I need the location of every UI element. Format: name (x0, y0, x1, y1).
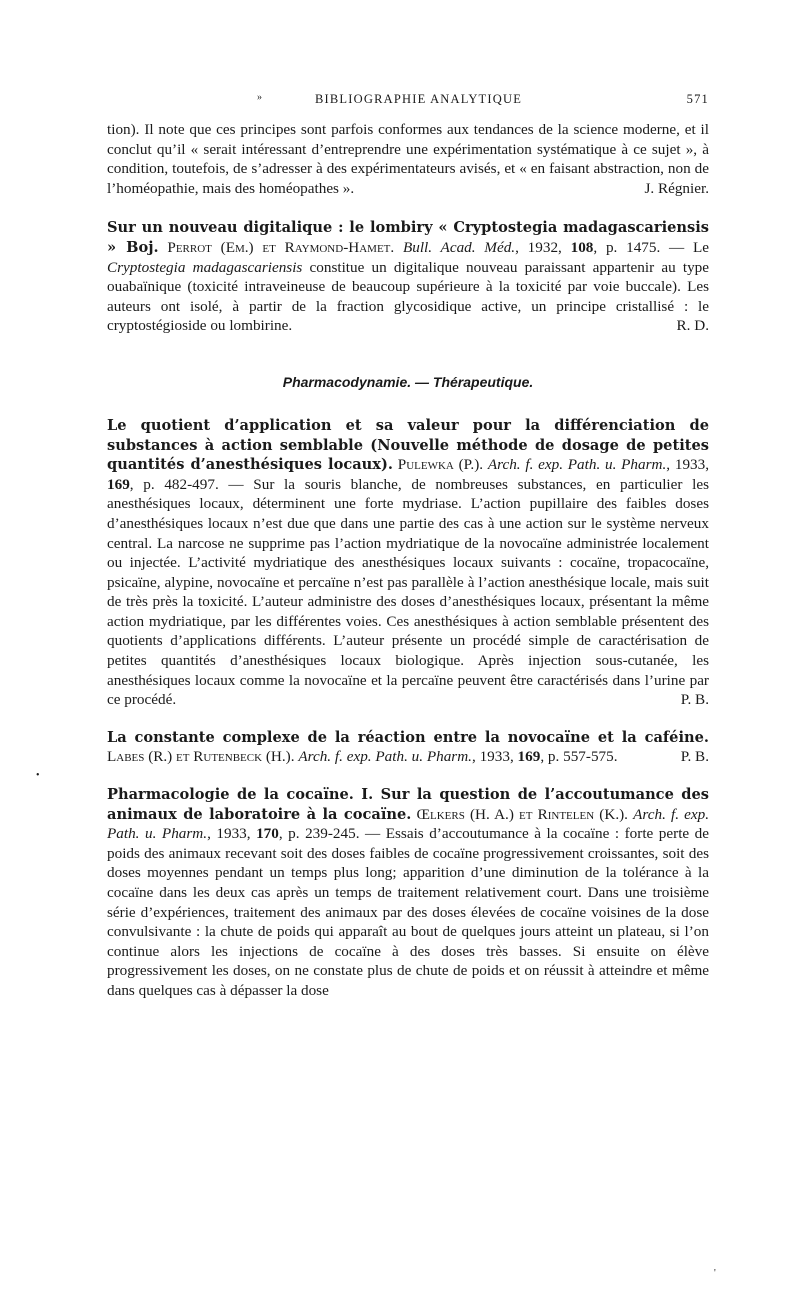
entry-authors: Pulewka (P.). (397, 456, 484, 474)
entry-title: Pharmacologie de la cocaïne. I. Sur la question de l’accoutumance des animaux de laboratoire à la cocaïne. (107, 786, 709, 823)
bibliography-entry (107, 416, 709, 710)
signature: R. D. (676, 317, 709, 335)
entry-text: tion). Il note que ces principes sont parfois conformes aux tendances de la science moderne, et il conclut qu’il « serait intéressant d’entreprendre une expérimentation systématique à ce sujet », à condition, toutefois, de s’adresser à des expérimentateurs avisés, et « en faisant abstraction, non de l’homéopathie, mais des homéopathes ». (107, 121, 709, 197)
pages: , p. 1475. — Le (593, 238, 710, 256)
entry-title: Sur un nouveau digitalique : le lombiry « Cryptostegia madagascariensis » Boj. (107, 219, 709, 256)
signature: J. Régnier. (644, 179, 709, 197)
entry-text: constitue un digitalique nouveau paraissant appartenir au type ouabaïnique (toxicité intraveineuse de beaucoup supérieure à la toxicité par voie buccale). Les auteurs ont isolé, à partir de la fraction glycosidique active, un principe cristallisé : le cryptostégioside ou lombirine. (107, 258, 709, 335)
section-heading: Pharmacodynamie. — Thérapeutique. (282, 373, 534, 390)
latin-name: Cryptostegia madagascariensis (107, 258, 303, 276)
signature: P. B. (680, 748, 709, 766)
year: , 1933, (471, 748, 518, 766)
entry-authors: Perrot (Em.) et Raymond-Hamet. (167, 238, 395, 256)
entry-text: , p. 239-245. — Essais d’accoutumance à la cocaïne : forte perte de poids des animaux recevant soit des doses faibles de cocaïne progressivement croissantes, soit des doses moyennes pendant un temps plus long; apparition d’une diminution de la tolérance à la cocaïne dans les deux cas après un temps de traitement relativement court. Dans une troisième série d’expériences, traitement des animaux par des doses élevées de cocaïne voisines de la dose convulsivante : la chute de poids qui apparaît au bout de quelques jours atteint un plateau, si l’on continue alors les injections de cocaïne à des doses très basses. Si ensuite on élève progressivement les doses, on ne constate plus de chute de poids et on réussit à atteindre et même dans quelques cas à dépasser la dose (107, 825, 710, 999)
entry-authors: Labes (R.) et Rutenbeck (H.). (107, 748, 295, 766)
bibliography-entry (107, 785, 709, 1001)
volume: 169 (517, 748, 541, 766)
entry-title: La constante complexe de la réaction entre la novocaïne et la caféine. (107, 728, 709, 746)
journal-name: Arch. f. exp. Path. u. Pharm. (107, 805, 710, 843)
stray-mark: ' (714, 1268, 716, 1279)
journal-name: Arch. f. exp. Path. u. Pharm. (298, 748, 472, 766)
entry-title: Le quotient d’application et sa valeur pour la différenciation de substances à action semblable (Nouvelle méthode de dosage de petites quantités d’anesthésiques locaux). (107, 416, 709, 474)
year: , 1933, (666, 456, 710, 474)
page-number: 571 (686, 92, 709, 106)
signature: P. B. (680, 691, 709, 709)
running-header (107, 90, 709, 118)
page (107, 90, 709, 1001)
entry-text: , p. 557-575. (540, 748, 618, 766)
entry-continuation (107, 120, 709, 198)
year: , 1933, (207, 825, 257, 843)
volume: 108 (570, 238, 594, 256)
running-title: BIBLIOGRAPHIE ANALYTIQUE (315, 92, 523, 106)
year: , 1932, (515, 238, 571, 256)
journal-name: Bull. Acad. Méd. (402, 238, 516, 256)
stray-mark: • (36, 770, 40, 781)
volume: 170 (256, 825, 279, 843)
bibliography-entry (107, 218, 709, 336)
entry-text: , p. 482-497. — Sur la souris blanche, de nombreuses substances, en particulier les anesthésiques locaux, déterminent une forte mydriase. L’action pupillaire des faibles doses d’anesthésiques locaux n’est due que dans une partie des cas à une action sur le système nerveux central. La narcose ne supprime pas l’action mydriatique de la novocaïne administrée localement ou injectée. L’activité mydriatique des anesthésiques locaux suivants : cocaïne, tropacocaïne, psicaïne, alypine, novocaïne et percaïne n’est pas parallèle à l’action anesthésique locale, mais suit de très près la toxicité. L’auteur administre des doses d’anesthésiques locaux, présentant la même action mydriatique, par les différentes voies. Ces anesthésiques à action semblable présentent des quotients d’applications différents. L’auteur présente un procédé simple de caractérisation de petites quantités d’anesthésiques locaux biologique. Après injection sous-cutanée, les anesthésiques locaux comme la novocaïne et la percaïne peuvent être caractérisés dans l’urine par ce procédé. (107, 475, 709, 709)
header-mark: » (257, 92, 264, 103)
journal-name: Arch. f. exp. Path. u. Pharm. (487, 456, 667, 474)
volume: 169 (107, 475, 130, 493)
bibliography-entry (107, 728, 709, 767)
entry-authors: Œlkers (H. A.) et Rintelen (K.). (416, 805, 628, 823)
